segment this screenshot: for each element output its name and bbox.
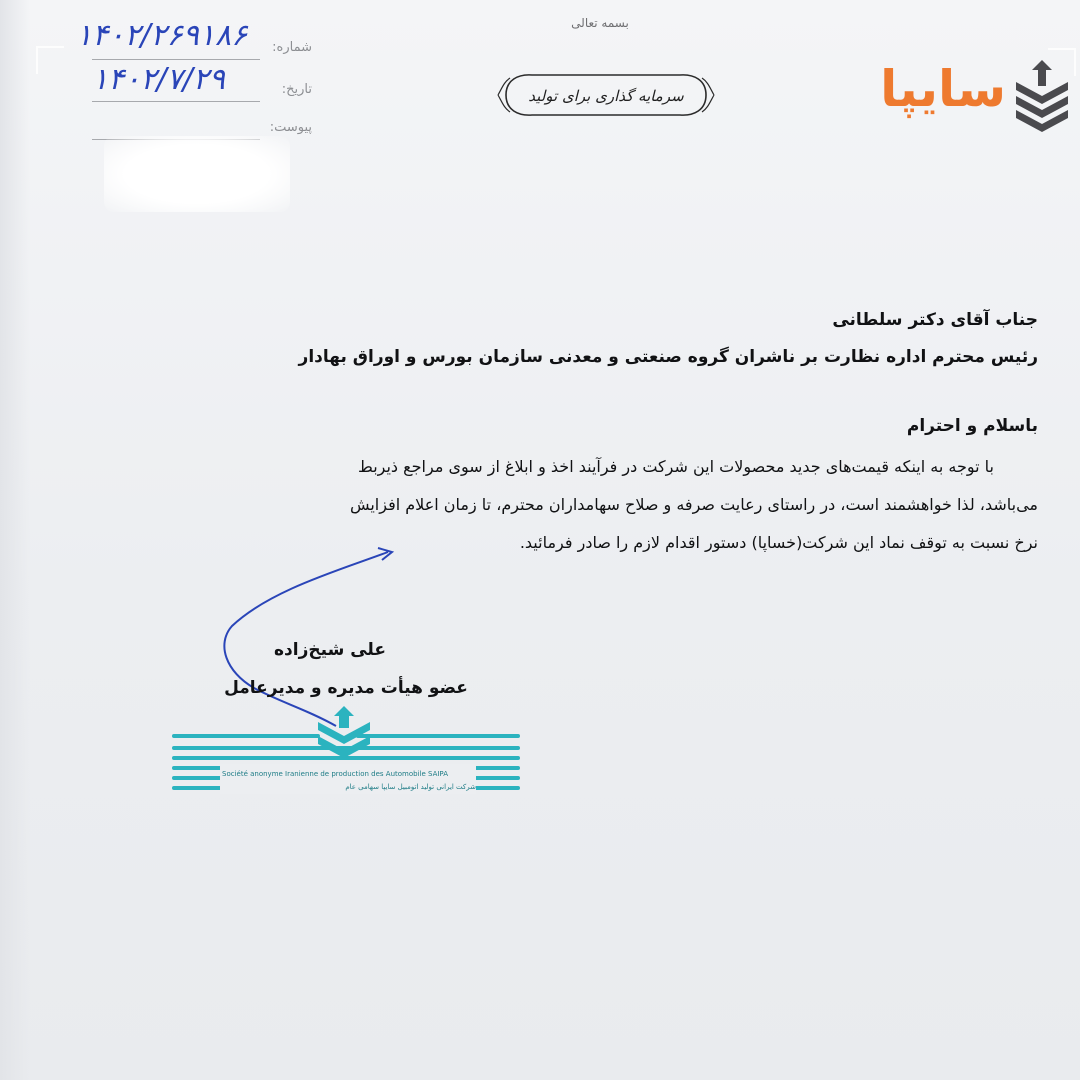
saipa-logo-icon	[1012, 56, 1072, 132]
signatory-title: عضو هیأت مدیره و مدیرعامل	[224, 678, 468, 698]
addressee-name: جناب آقای دکتر سلطانی	[832, 310, 1038, 330]
seal-persian-text: شرکت ایرانی تولید اتومبیل سایپا سهامی عام	[345, 783, 476, 791]
seal-french-text: Société anonyme Iranienne de production des Automobile SAIPA	[222, 770, 448, 778]
paper-edge-shadow	[0, 0, 30, 1080]
motto-text: سرمایه گذاری برای تولید	[528, 87, 684, 105]
number-line	[92, 59, 260, 60]
date-handwritten: ۱۴۰۲/۷/۲۹	[92, 62, 226, 97]
logo-wordmark: سایپا	[880, 60, 1006, 118]
greeting: باسلام و احترام	[906, 416, 1038, 436]
motto-cartouche	[492, 66, 720, 124]
corner-crop-mark	[36, 46, 64, 74]
company-logo	[842, 54, 1072, 136]
body-line-1: با توجه به اینکه قیمت‌های جدید محصولات این شرکت در فرآیند اخذ و ابلاغ از سوی مراجع ذیربط	[358, 457, 994, 476]
date-label: تاریخ:	[281, 82, 312, 97]
besmeh-heading: بسمه تعالی	[571, 16, 629, 30]
signatory-name: علی شیخ‌زاده	[274, 640, 386, 660]
number-handwritten: ۱۴۰۲/۲۶۹۱۸۶	[76, 18, 248, 53]
body-line-3: نرخ نسبت به توقف نماد این شرکت(خساپا) دستور اقدام لازم را صادر فرمائید.	[519, 533, 1038, 552]
number-label: شماره:	[272, 40, 312, 55]
attachment-label: پیوست:	[269, 120, 312, 135]
addressee-title: رئیس محترم اداره نظارت بر ناشران گروه صنعتی و معدنی سازمان بورس و اوراق بهادار	[298, 347, 1038, 367]
body-line-2: می‌باشد، لذا خواهشمند است، در راستای رعایت صرفه و صلاح سهامداران محترم، تا زمان اعلام افزایش	[349, 495, 1038, 514]
date-line	[92, 101, 260, 102]
handwritten-signature	[210, 540, 410, 730]
redacted-area	[104, 136, 290, 212]
